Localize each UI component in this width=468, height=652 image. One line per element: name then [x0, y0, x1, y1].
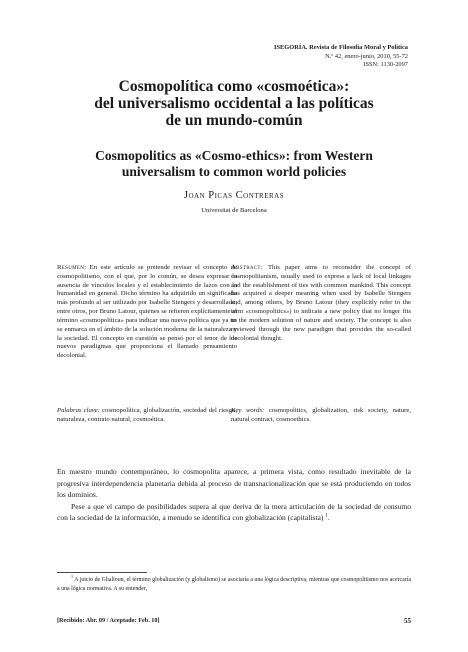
article-body — [57, 466, 411, 524]
footnote-reference[interactable]: 1 — [325, 512, 328, 519]
spanish-title-line-1: Cosmopolítica como «cosmoética»: — [118, 78, 350, 95]
spanish-title — [40, 78, 428, 129]
spanish-title-line-2: del universalismo occidental a las políticas — [94, 95, 374, 112]
english-title-line-2: universalism to common world policies — [121, 163, 347, 179]
page-footer — [57, 617, 411, 624]
journal-name: ISEGORÍA. Revista de Filosofía Moral y Política — [273, 44, 408, 51]
footnote-number: 1 — [71, 574, 74, 580]
journal-issn: ISSN: 1130-2097 — [363, 61, 408, 69]
abstract-english-text: This paper aims to reconsider the concept of cosmopolitanism, usually used to express a lack of local linkages and the establishment of ties with common mankind. This concept has acquired a deeper meaning when used by Isabelle Stengers and, among others, by Bruno Latour (they explicitly refer to the term «cosmopolitics») to indicate a new policy that no longer fits in the modern solution of nature and society. The concept is also reviewed through the new paradigm that provides the so-called decolonial thought. — [231, 264, 411, 342]
body-paragraph-1: En nuestro mundo contemporáneo, lo cosmopolita aparece, a primera vista, como resultado inevitable de la progresiva interdependencia planetaria debida al proceso de transnacionalización que se está produciendo en todos los dominios. — [57, 467, 411, 499]
english-title — [40, 148, 428, 179]
abstract-spanish-text: En este artículo se pretende revisar el concepto de cosmopolitismo, con el que, por lo común, se desea expresar la ausencia de vínculos locales y el establecimiento de lazos con la humanidad en general. Dicho término ha adquirido un significado más profundo al ser utilizado por Isabelle Stengers y desarrollado, entre otros, por Bruno Latour, quienes se refieren explícitamente al término «cosmopolítica» para indicar una nueva política que ya no se enmarca en el ámbito de la solución moderna de la naturaleza y la sociedad. El concepto en cuestión se pensó por el tenor de los nuevos paradigmas que proporciona el llamado pensamiento decolonial. — [57, 264, 237, 360]
footnote-text: A juicio de Ghalioun, el término globalización (y globalismo) se asociaría a una lógica descriptiva, mientras que cosmopolitismo nos acercaría a una lógica normativa. A su entender, — [57, 577, 411, 592]
abstract-english — [231, 264, 411, 343]
keywords-spanish-text: cosmopolítica, globalización, sociedad del riesgo, naturaleza, contrato natural, cosmoética. — [57, 407, 238, 423]
abstract-spanish — [57, 264, 237, 361]
author-affiliation: Universitat de Barcelona — [201, 207, 267, 214]
received-accepted-dates: [Recibido: Abr. 09 / Aceptado: Feb. 10] — [57, 617, 160, 624]
abstract-english-label: Abstract: — [231, 264, 263, 271]
journal-header — [274, 44, 408, 70]
author-name: Joan Picas Contreras — [183, 190, 285, 201]
abstract-spanish-label: Resumen: — [57, 264, 87, 271]
journal-issue: N.º 42, enero-junio, 2010, 55-72 — [325, 52, 408, 60]
keywords-english-text: cosmopolitics, globalization, risk society, nature, natural contract, cosmoethics. — [231, 407, 412, 423]
footnote — [57, 576, 411, 594]
body-paragraph-2-end: . — [327, 513, 330, 522]
page-number: 55 — [404, 617, 411, 625]
english-title-line-1: Cosmopolitics as «Cosmo-ethics»: from Western — [95, 148, 373, 163]
keywords-spanish — [57, 407, 237, 425]
keywords-english-label: Key words: — [231, 407, 265, 414]
keywords-spanish-label: Palabras clave: — [57, 407, 100, 414]
footnote-divider — [57, 572, 147, 573]
spanish-title-line-3: de un mundo-común — [165, 112, 303, 129]
body-paragraph-2 — [57, 501, 411, 524]
body-paragraph-2-text: Pese a que el campo de posibilidades supera al que deriva de la mera articulación de la sociedad de consumo con la sociedad de la información, a menudo se identifica con globalización (capitalista) — [57, 501, 411, 522]
keywords-english — [231, 407, 411, 425]
